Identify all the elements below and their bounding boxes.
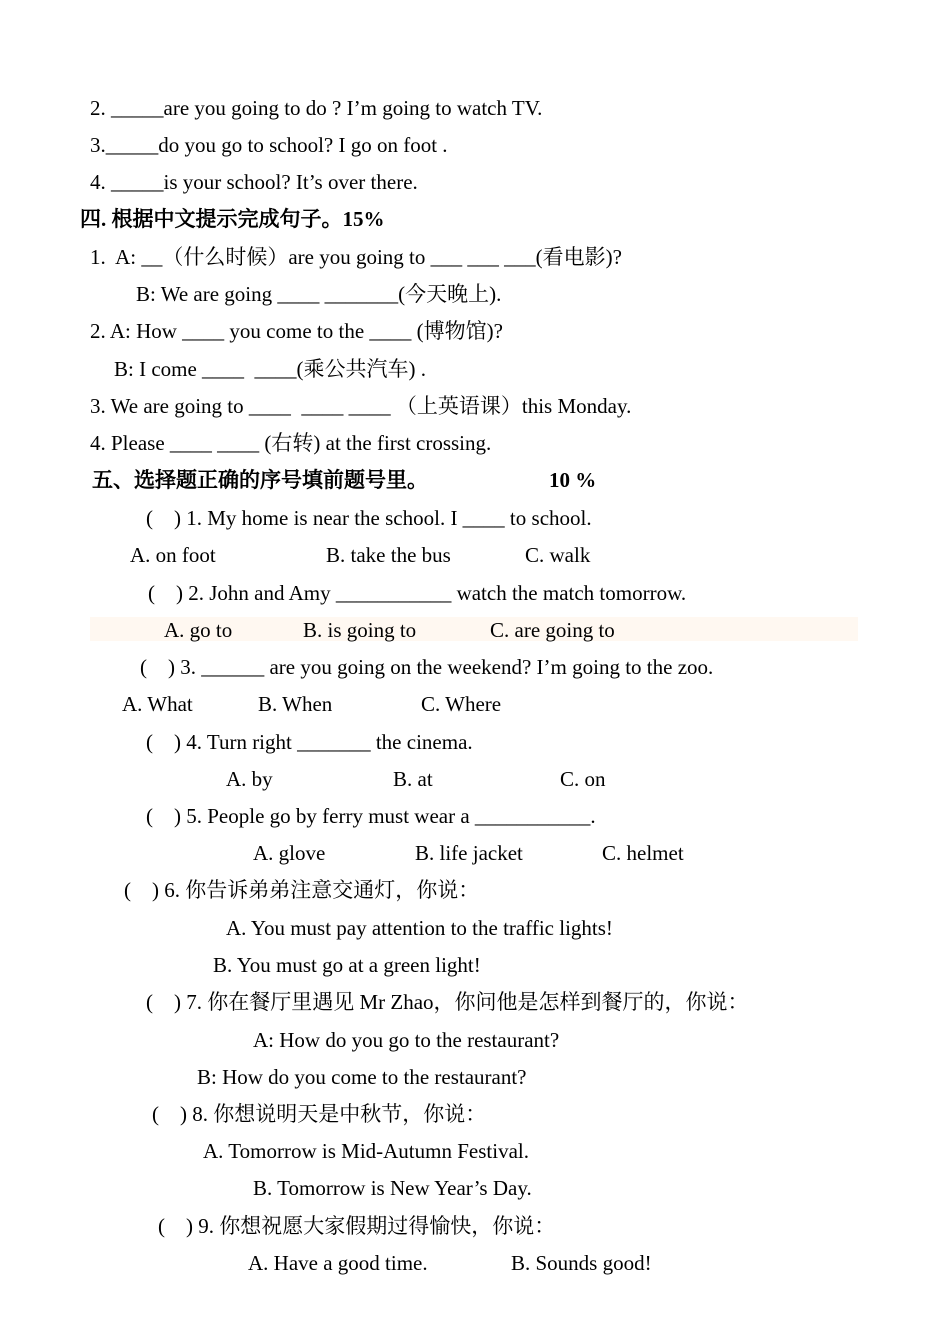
part4-heading: 四. 根据中文提示完成句子。15%: [80, 207, 385, 231]
part3-question-4: 4. _____is your school? It’s over there.: [90, 170, 418, 194]
q6-option-a: A. You must pay attention to the traffic lights!: [226, 916, 613, 940]
part4-question-3: 3. We are going to ____ ____ ____ （上英语课）this Monday.: [90, 394, 632, 418]
q5-option-c: C. helmet: [602, 841, 684, 865]
q6-option-b: B. You must go at a green light!: [213, 953, 481, 977]
q1-option-a: A. on foot: [130, 543, 216, 567]
part5-question-5: ( ) 5. People go by ferry must wear a ___________.: [146, 804, 596, 828]
q4-option-b: B. at: [393, 767, 433, 791]
q5-option-a: A. glove: [253, 841, 326, 865]
part5-question-9: ( ) 9. 你想祝愿大家假期过得愉快，你说：: [158, 1214, 556, 1238]
q8-option-a: A. Tomorrow is Mid-Autumn Festival.: [203, 1139, 529, 1163]
q3-option-b: B. When: [258, 692, 333, 716]
part3-question-2: 2. _____are you going to do ? I’m going to watch TV.: [90, 96, 543, 120]
part5-question-2: ( ) 2. John and Amy ___________ watch the match tomorrow.: [148, 581, 687, 605]
q2-option-a: A. go to: [164, 618, 233, 642]
part4-question-4: 4. Please ____ ____ (右转) at the first crossing.: [90, 431, 492, 455]
part5-question-6: ( ) 6. 你告诉弟弟注意交通灯，你说：: [124, 878, 480, 902]
q8-option-b: B. Tomorrow is New Year’s Day.: [253, 1176, 532, 1200]
part4-question-1b: B: We are going ____ _______(今天晚上).: [136, 282, 502, 306]
q3-option-c: C. Where: [421, 692, 502, 716]
q7-option-a: A: How do you go to the restaurant?: [253, 1028, 560, 1052]
q2-option-b: B. is going to: [303, 618, 417, 642]
q2-option-c: C. are going to: [490, 618, 615, 642]
part5-question-4: ( ) 4. Turn right _______ the cinema.: [146, 730, 473, 754]
q1-option-b: B. take the bus: [326, 543, 451, 567]
part5-question-3: ( ) 3. ______ are you going on the weekend? I’m going to the zoo.: [140, 655, 714, 679]
part4-question-2b: B: I come ____ ____(乘公共汽车) .: [114, 357, 427, 381]
part4-question-2a: 2. A: How ____ you come to the ____ (博物馆)?: [90, 319, 503, 343]
part5-question-1: ( ) 1. My home is near the school. I ____ to school.: [146, 506, 592, 530]
q9-option-a: A. Have a good time.: [248, 1251, 428, 1275]
q4-option-a: A. by: [226, 767, 273, 791]
part4-question-1a: 1. A: __（什么时候）are you going to ___ ___ ___(看电影)?: [90, 245, 622, 269]
q7-option-b: B: How do you come to the restaurant?: [197, 1065, 527, 1089]
part5-question-7: ( ) 7. 你在餐厅里遇见 Mr Zhao，你问他是怎样到餐厅的，你说：: [146, 990, 749, 1014]
q9-option-b: B. Sounds good!: [511, 1251, 652, 1275]
q3-option-a: A. What: [122, 692, 193, 716]
q5-option-b: B. life jacket: [415, 841, 523, 865]
part5-question-8: ( ) 8. 你想说明天是中秋节，你说：: [152, 1102, 487, 1126]
q4-option-c: C. on: [560, 767, 606, 791]
part3-question-3: 3._____do you go to school? I go on foot .: [90, 133, 448, 157]
part5-score: 10 %: [549, 468, 597, 492]
part5-heading: 五、选择题正确的序号填前题号里。: [92, 468, 428, 492]
q1-option-c: C. walk: [525, 543, 591, 567]
